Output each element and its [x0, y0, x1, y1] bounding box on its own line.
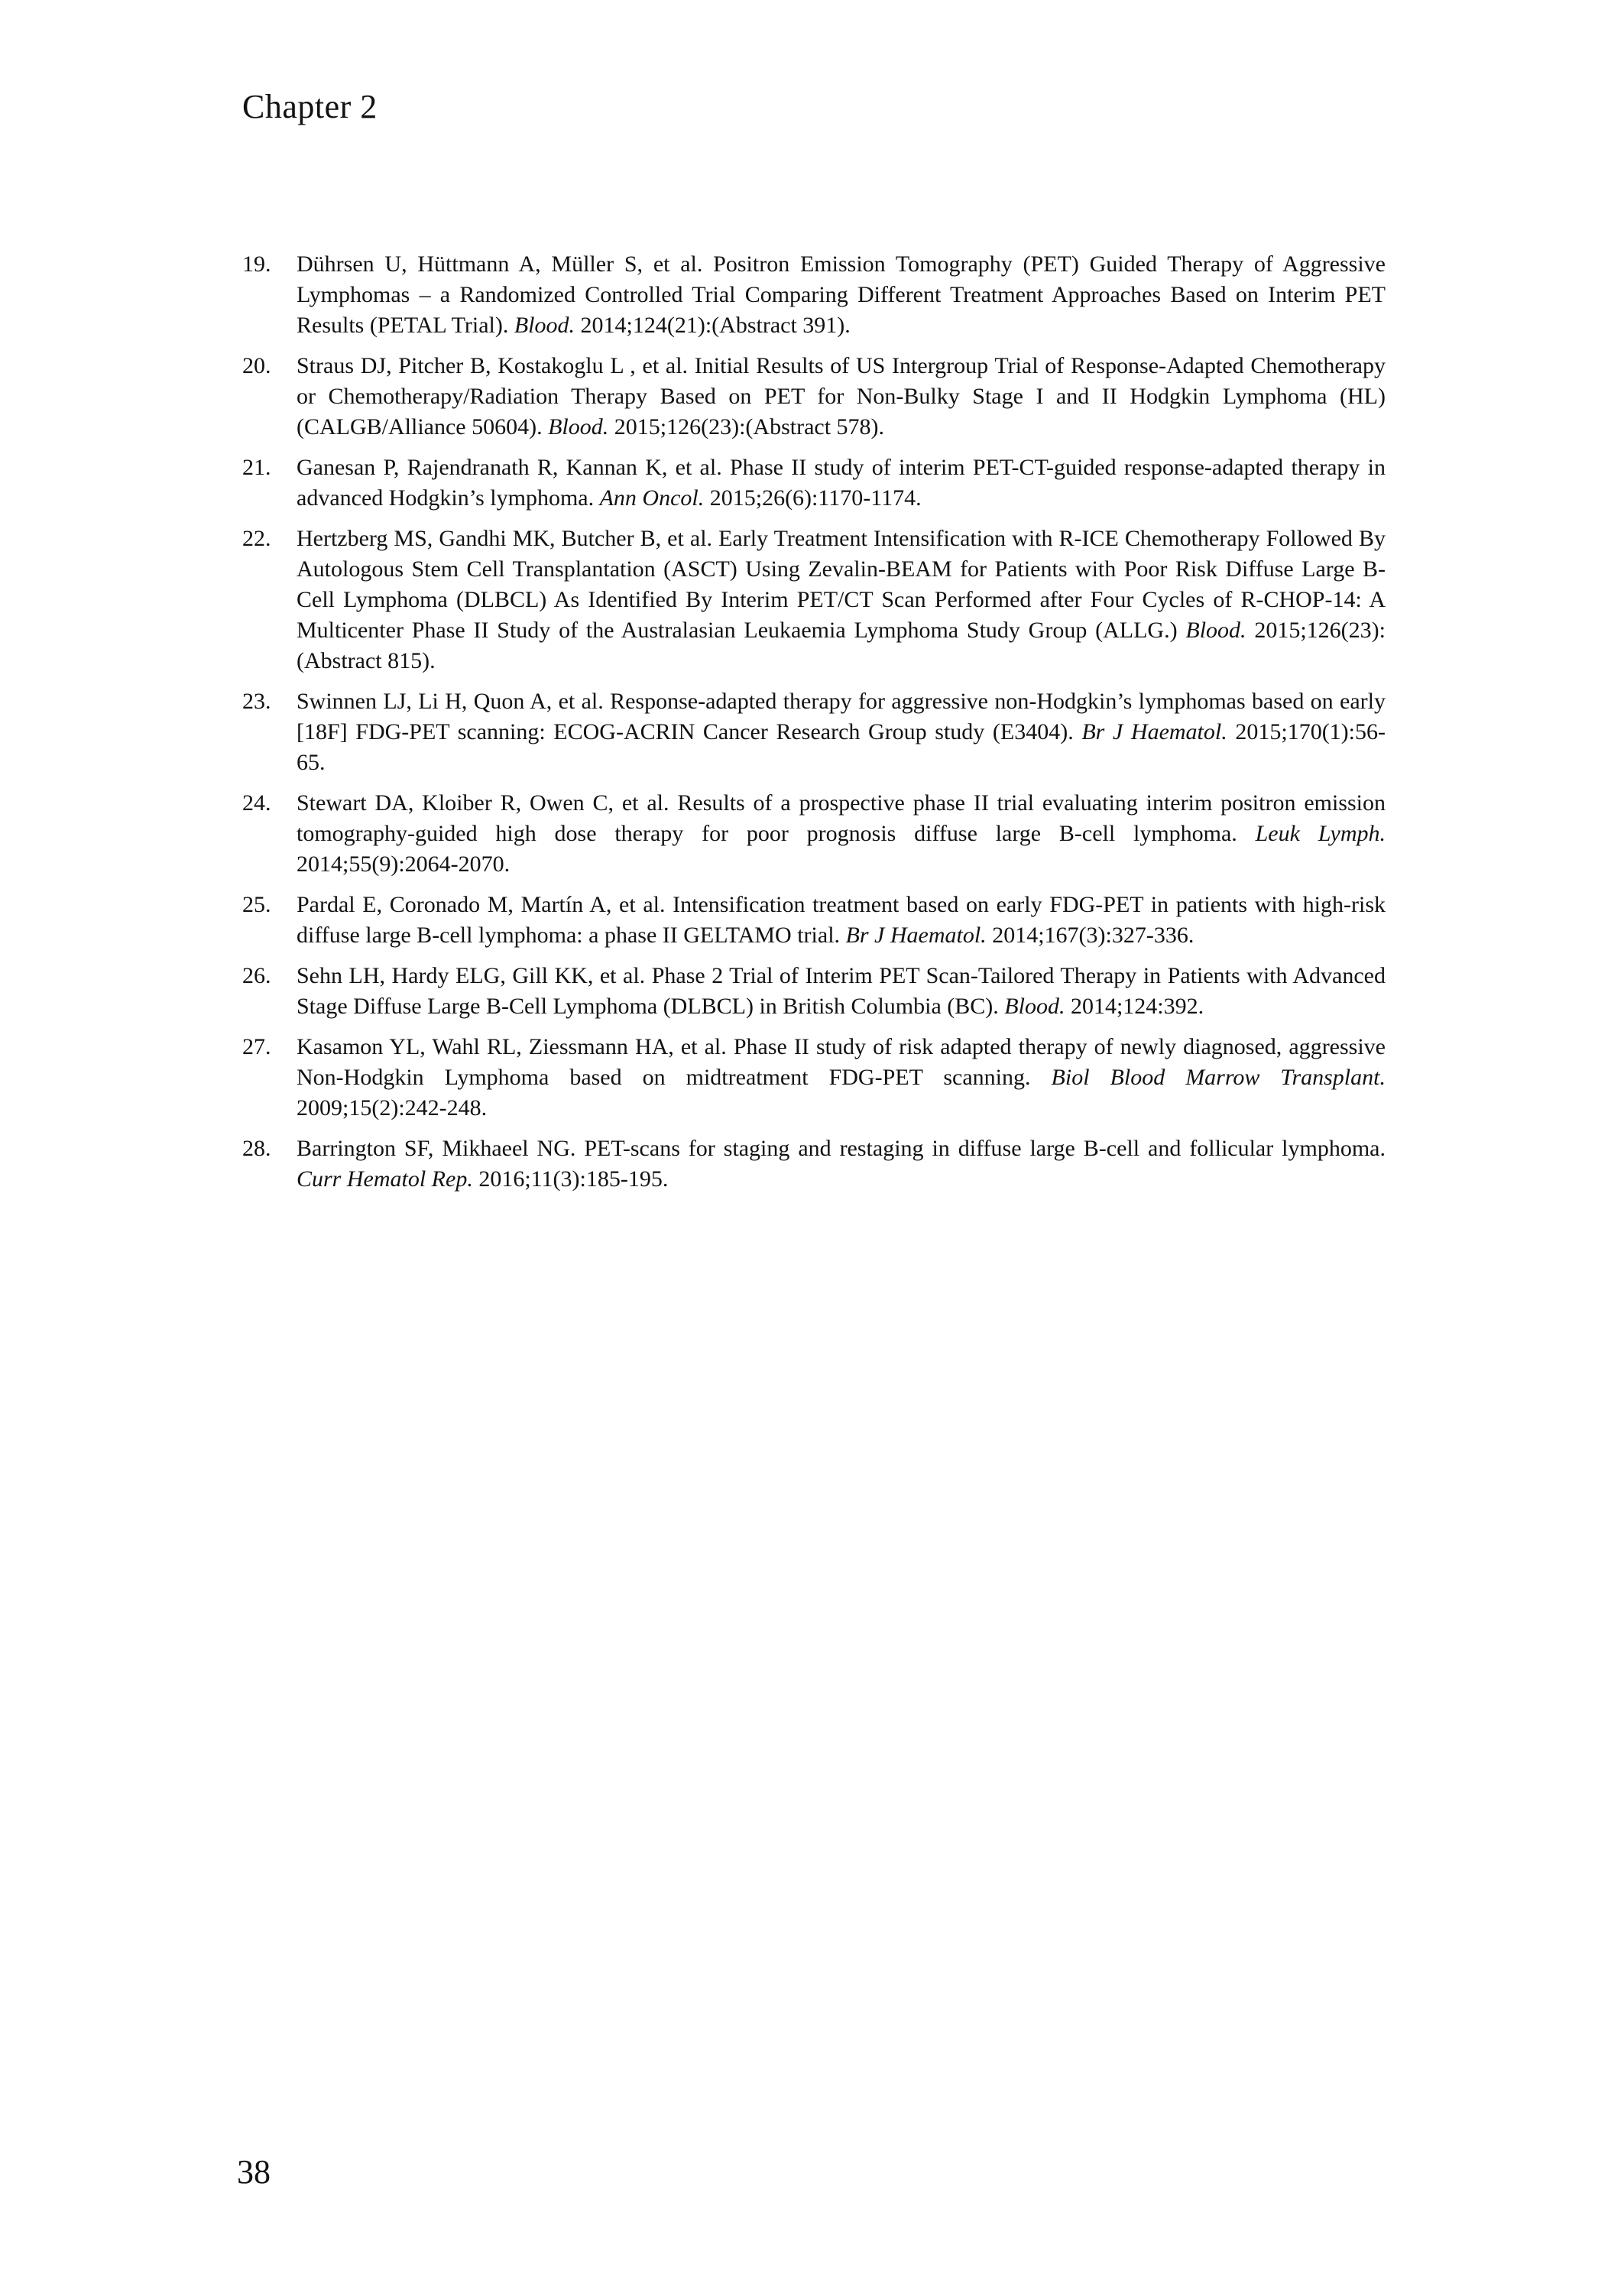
reference-segment: Pardal E, Coronado M, Martín A, et al. Intensification treatment based on early FDG-PET in patients with high-risk diffuse large B-cell lymphoma: a phase II GELTAMO trial. — [297, 892, 1386, 948]
reference-segment: Ganesan P, Rajendranath R, Kannan K, et al. Phase II study of interim PET-CT-guided response-adapted therapy in advanced Hodgkin’s lymphoma. — [297, 455, 1386, 511]
reference-segment: 2016;11(3):185-195. — [472, 1166, 669, 1192]
reference-item — [242, 452, 1386, 514]
journal-name: Br J Haematol. — [1081, 719, 1227, 744]
reference-segment: Swinnen LJ, Li H, Quon A, et al. Response-adapted therapy for aggressive non-Hodgkin’s lymphomas based on early [18F] FDG-PET scanning: ECOG-ACRIN Cancer Research Group study (E3404). — [297, 689, 1386, 744]
reference-number: 25. — [242, 892, 271, 917]
reference-number: 27. — [242, 1034, 271, 1059]
reference-segment: Stewart DA, Kloiber R, Owen C, et al. Results of a prospective phase II trial evaluating interim positron emission tomography-guided high dose therapy for poor prognosis diffuse large B-cell lymphoma. — [297, 790, 1386, 846]
journal-name: Blood. — [1004, 994, 1065, 1019]
reference-text — [297, 1034, 1386, 1121]
chapter-header: Chapter 2 — [242, 88, 378, 125]
reference-item — [242, 351, 1386, 443]
reference-item — [242, 890, 1386, 951]
page-number: 38 — [237, 2153, 271, 2191]
reference-item — [242, 524, 1386, 676]
reference-segment: Sehn LH, Hardy ELG, Gill KK, et al. Phase 2 Trial of Interim PET Scan-Tailored Therapy in Patients with Advanced Stage Diffuse Large B-Cell Lymphoma (DLBCL) in British Columbia (BC). — [297, 963, 1386, 1019]
reference-text — [297, 892, 1386, 948]
reference-number: 20. — [242, 353, 271, 378]
journal-name: Curr Hematol Rep. — [297, 1166, 473, 1192]
reference-item — [242, 961, 1386, 1022]
reference-segment: 2015;170(1):56-65. — [297, 719, 1386, 775]
journal-name: Ann Oncol. — [599, 485, 705, 511]
reference-segment: Straus DJ, Pitcher B, Kostakoglu L , et al. Initial Results of US Intergroup Trial of Response-Adapted Chemotherapy or Chemotherapy/Radiation Therapy Based on PET for Non-Bulky Stage I and II Hodgkin Lymphoma (HL) (CALGB/Alliance 50604). — [297, 353, 1386, 439]
reference-text — [297, 963, 1386, 1019]
reference-segment: Barrington SF, Mikhaeel NG. PET-scans for staging and restaging in diffuse large B-cell and follicular lymphoma. — [297, 1136, 1386, 1161]
reference-segment: 2015;126(23):(Abstract 815). — [297, 618, 1386, 673]
reference-number: 21. — [242, 455, 271, 480]
journal-name: Blood. — [514, 313, 575, 338]
reference-segment: 2014;167(3):327-336. — [986, 923, 1194, 948]
reference-number: 19. — [242, 251, 271, 277]
reference-text — [297, 689, 1386, 775]
reference-segment: Dührsen U, Hüttmann A, Müller S, et al. Positron Emission Tomography (PET) Guided Therapy of Aggressive Lymphomas – a Randomized Controlled Trial Comparing Different Treatment Approaches Based on Interim PET Results (PETAL Trial). — [297, 251, 1386, 338]
journal-name: Br J Haematol. — [845, 923, 987, 948]
reference-text — [297, 1136, 1386, 1192]
reference-item — [242, 1032, 1386, 1124]
reference-segment: 2014;124(21):(Abstract 391). — [575, 313, 851, 338]
reference-number: 28. — [242, 1136, 271, 1161]
reference-text — [297, 353, 1386, 439]
reference-item — [242, 1134, 1386, 1195]
reference-item — [242, 788, 1386, 880]
reference-list — [242, 249, 1386, 1205]
reference-segment: 2014;124:392. — [1065, 994, 1204, 1019]
reference-text — [297, 251, 1386, 338]
reference-text — [297, 455, 1386, 511]
reference-number: 24. — [242, 790, 271, 816]
reference-item — [242, 249, 1386, 341]
reference-segment: 2009;15(2):242-248. — [297, 1095, 488, 1121]
reference-segment: Kasamon YL, Wahl RL, Ziessmann HA, et al. Phase II study of risk adapted therapy of newly diagnosed, aggressive Non-Hodgkin Lymphoma based on midtreatment FDG-PET scanning. — [297, 1034, 1386, 1090]
reference-number: 23. — [242, 689, 271, 714]
journal-name: Blood. — [1185, 618, 1246, 643]
reference-segment: 2014;55(9):2064-2070. — [297, 851, 511, 877]
reference-segment: Hertzberg MS, Gandhi MK, Butcher B, et al. Early Treatment Intensification with R-ICE Chemotherapy Followed By Autologous Stem Cell Transplantation (ASCT) Using Zevalin-BEAM for Patients with Poor Risk Diffuse Large B-Cell Lymphoma (DLBCL) As Identified By Interim PET/CT Scan Performed after Four Cycles of R-CHOP-14: A Multicenter Phase II Study of the Australasian Leukaemia Lymphoma Study Group (ALLG.) — [297, 526, 1386, 643]
journal-name: Biol Blood Marrow Transplant. — [1051, 1065, 1386, 1090]
reference-number: 22. — [242, 526, 271, 551]
reference-segment: 2015;26(6):1170-1174. — [704, 485, 922, 511]
journal-name: Blood. — [548, 414, 609, 439]
reference-text — [297, 526, 1386, 673]
journal-name: Leuk Lymph. — [1255, 821, 1386, 846]
reference-number: 26. — [242, 963, 271, 988]
reference-item — [242, 686, 1386, 778]
reference-text — [297, 790, 1386, 877]
reference-segment: 2015;126(23):(Abstract 578). — [608, 414, 885, 439]
